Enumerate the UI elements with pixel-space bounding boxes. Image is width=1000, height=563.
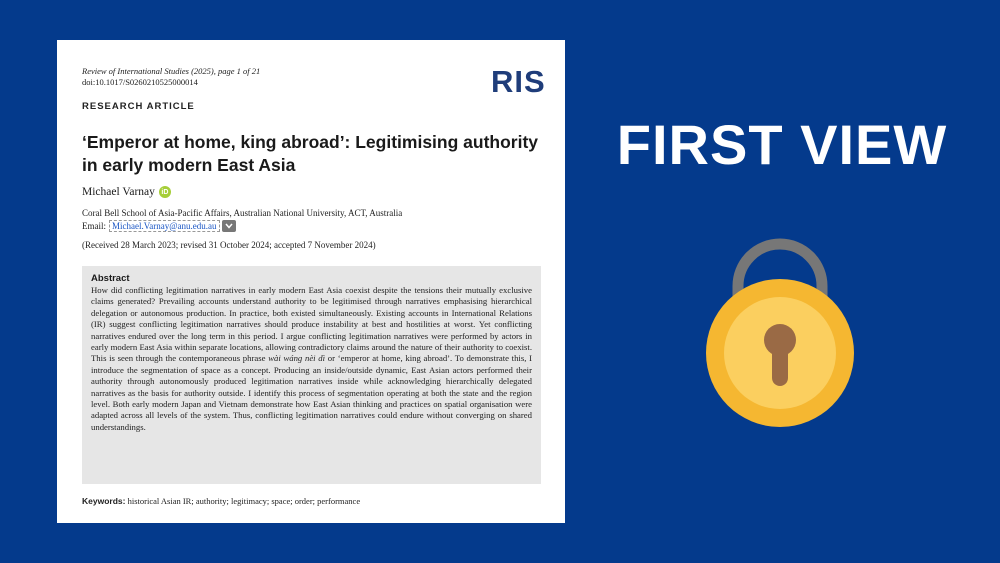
email-label: Email: [82,221,106,231]
abstract-heading: Abstract [91,273,130,284]
keywords-list: historical Asian IR; authority; legitimacy; space; order; performance [127,496,361,506]
affiliation: Coral Bell School of Asia-Pacific Affairs, Australian National University, ACT, Australia [82,208,403,218]
keywords-line [82,496,360,506]
abstract-text-part-1: How did conflicting legitimation narratives in early modern East Asia coexist despite the tensions their mutually exclusive claims generated? Prevailing accounts understand authority to be legitimised through narratives emphasising hierarchical delegation or autonomous production. In practice, both existed simultaneously. Existing accounts in International Relations (IR) suggest conflicting legitimation narratives should produce instability at best and hostilities at worst. Yet conflicting narratives endured over the long term in this period. I argue conflicting legitimation narratives were performed by actors in early modern East Asia within separate locations, allowing contradictory claims around the nature of their authority to coexist. This is seen through the contemporaneous phrase [91,285,532,364]
abstract-text-part-2: or ‘emperor at home, king abroad’. To demonstrate this, I introduce the segmentation of space as a concept. Producing an inside/outside dynamic, East Asian actors performed their authority through autonomously produced legitimation narratives inside while acknowledging hierarchically delegated narratives as the basis for authority outside. I identify this process of segmentation operating at both the state and the region level. Both early modern Japan and Vietnam demonstrate how East Asian thinking and practices on spatial organisation were adapted across all levels of the system. Thus, conflicting legitimation narratives could endure without converging on shared understandings. [91,353,532,432]
doi-line: doi:10.1017/S0260210525000014 [82,77,198,87]
orcid-icon[interactable]: iD [159,186,171,198]
email-line [82,220,236,232]
article-type: RESEARCH ARTICLE [82,101,195,112]
abstract-text [91,285,532,433]
article-page [57,40,565,523]
first-view-heading: FIRST VIEW [616,113,948,176]
author-name: Michael Varnay [82,186,155,198]
article-title: ‘Emperor at home, king abroad’: Legitimising authority in early modern East Asia [82,132,539,175]
journal-logo: RIS [491,64,546,99]
journal-info [82,66,260,88]
received-dates: (Received 28 March 2023; revised 31 October 2024; accepted 7 November 2024) [82,240,376,250]
keywords-label: Keywords: [82,496,126,506]
chevron-down-icon[interactable] [222,220,236,232]
journal-line: Review of International Studies (2025), page 1 of 21 [82,66,261,76]
unlocked-padlock-icon [700,218,880,428]
author-line [82,186,171,198]
email-link[interactable]: Michael.Varnay@anu.edu.au [109,220,220,232]
abstract-box [82,266,541,484]
abstract-phrase: wài wáng nèi dì [268,353,326,364]
